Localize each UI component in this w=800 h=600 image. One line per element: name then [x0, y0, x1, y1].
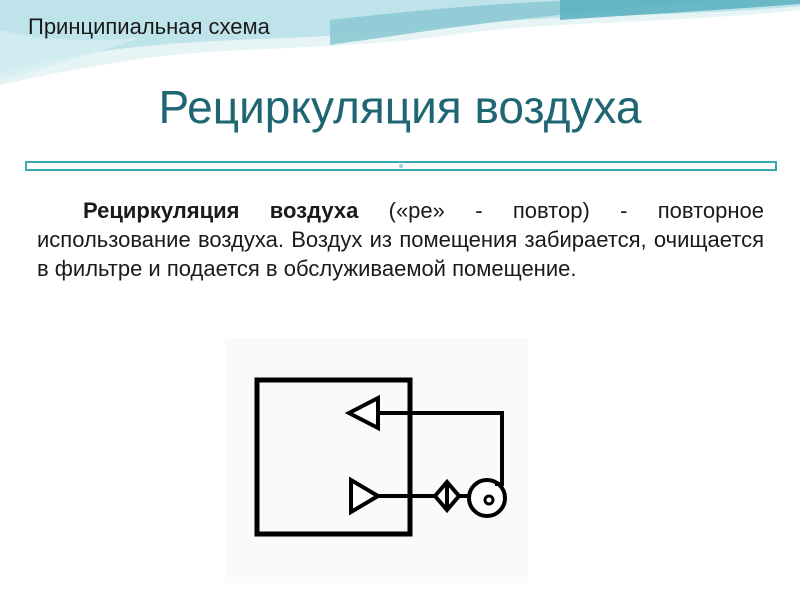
slide-title: Рециркуляция воздуха	[158, 81, 642, 133]
fan-symbol-icon	[469, 470, 505, 516]
return-duct-line	[375, 413, 502, 470]
paragraph-text: («ре» - повтор) - повторное использование воздуха. Воздух из помещения забирается, очищается в фильтре и подается в обслуживаемой помещение.	[37, 198, 764, 281]
paragraph-term: Рециркуляция воздуха	[83, 198, 359, 223]
title-divider	[25, 161, 777, 171]
supply-arrow-icon	[351, 480, 378, 512]
recirculation-diagram	[225, 338, 528, 583]
room-box-icon	[257, 380, 410, 534]
slide-subtitle: Принципиальная схема	[28, 14, 270, 39]
exhaust-arrow-icon	[349, 398, 378, 428]
description-paragraph	[37, 196, 764, 283]
filter-symbol-icon	[435, 482, 459, 510]
